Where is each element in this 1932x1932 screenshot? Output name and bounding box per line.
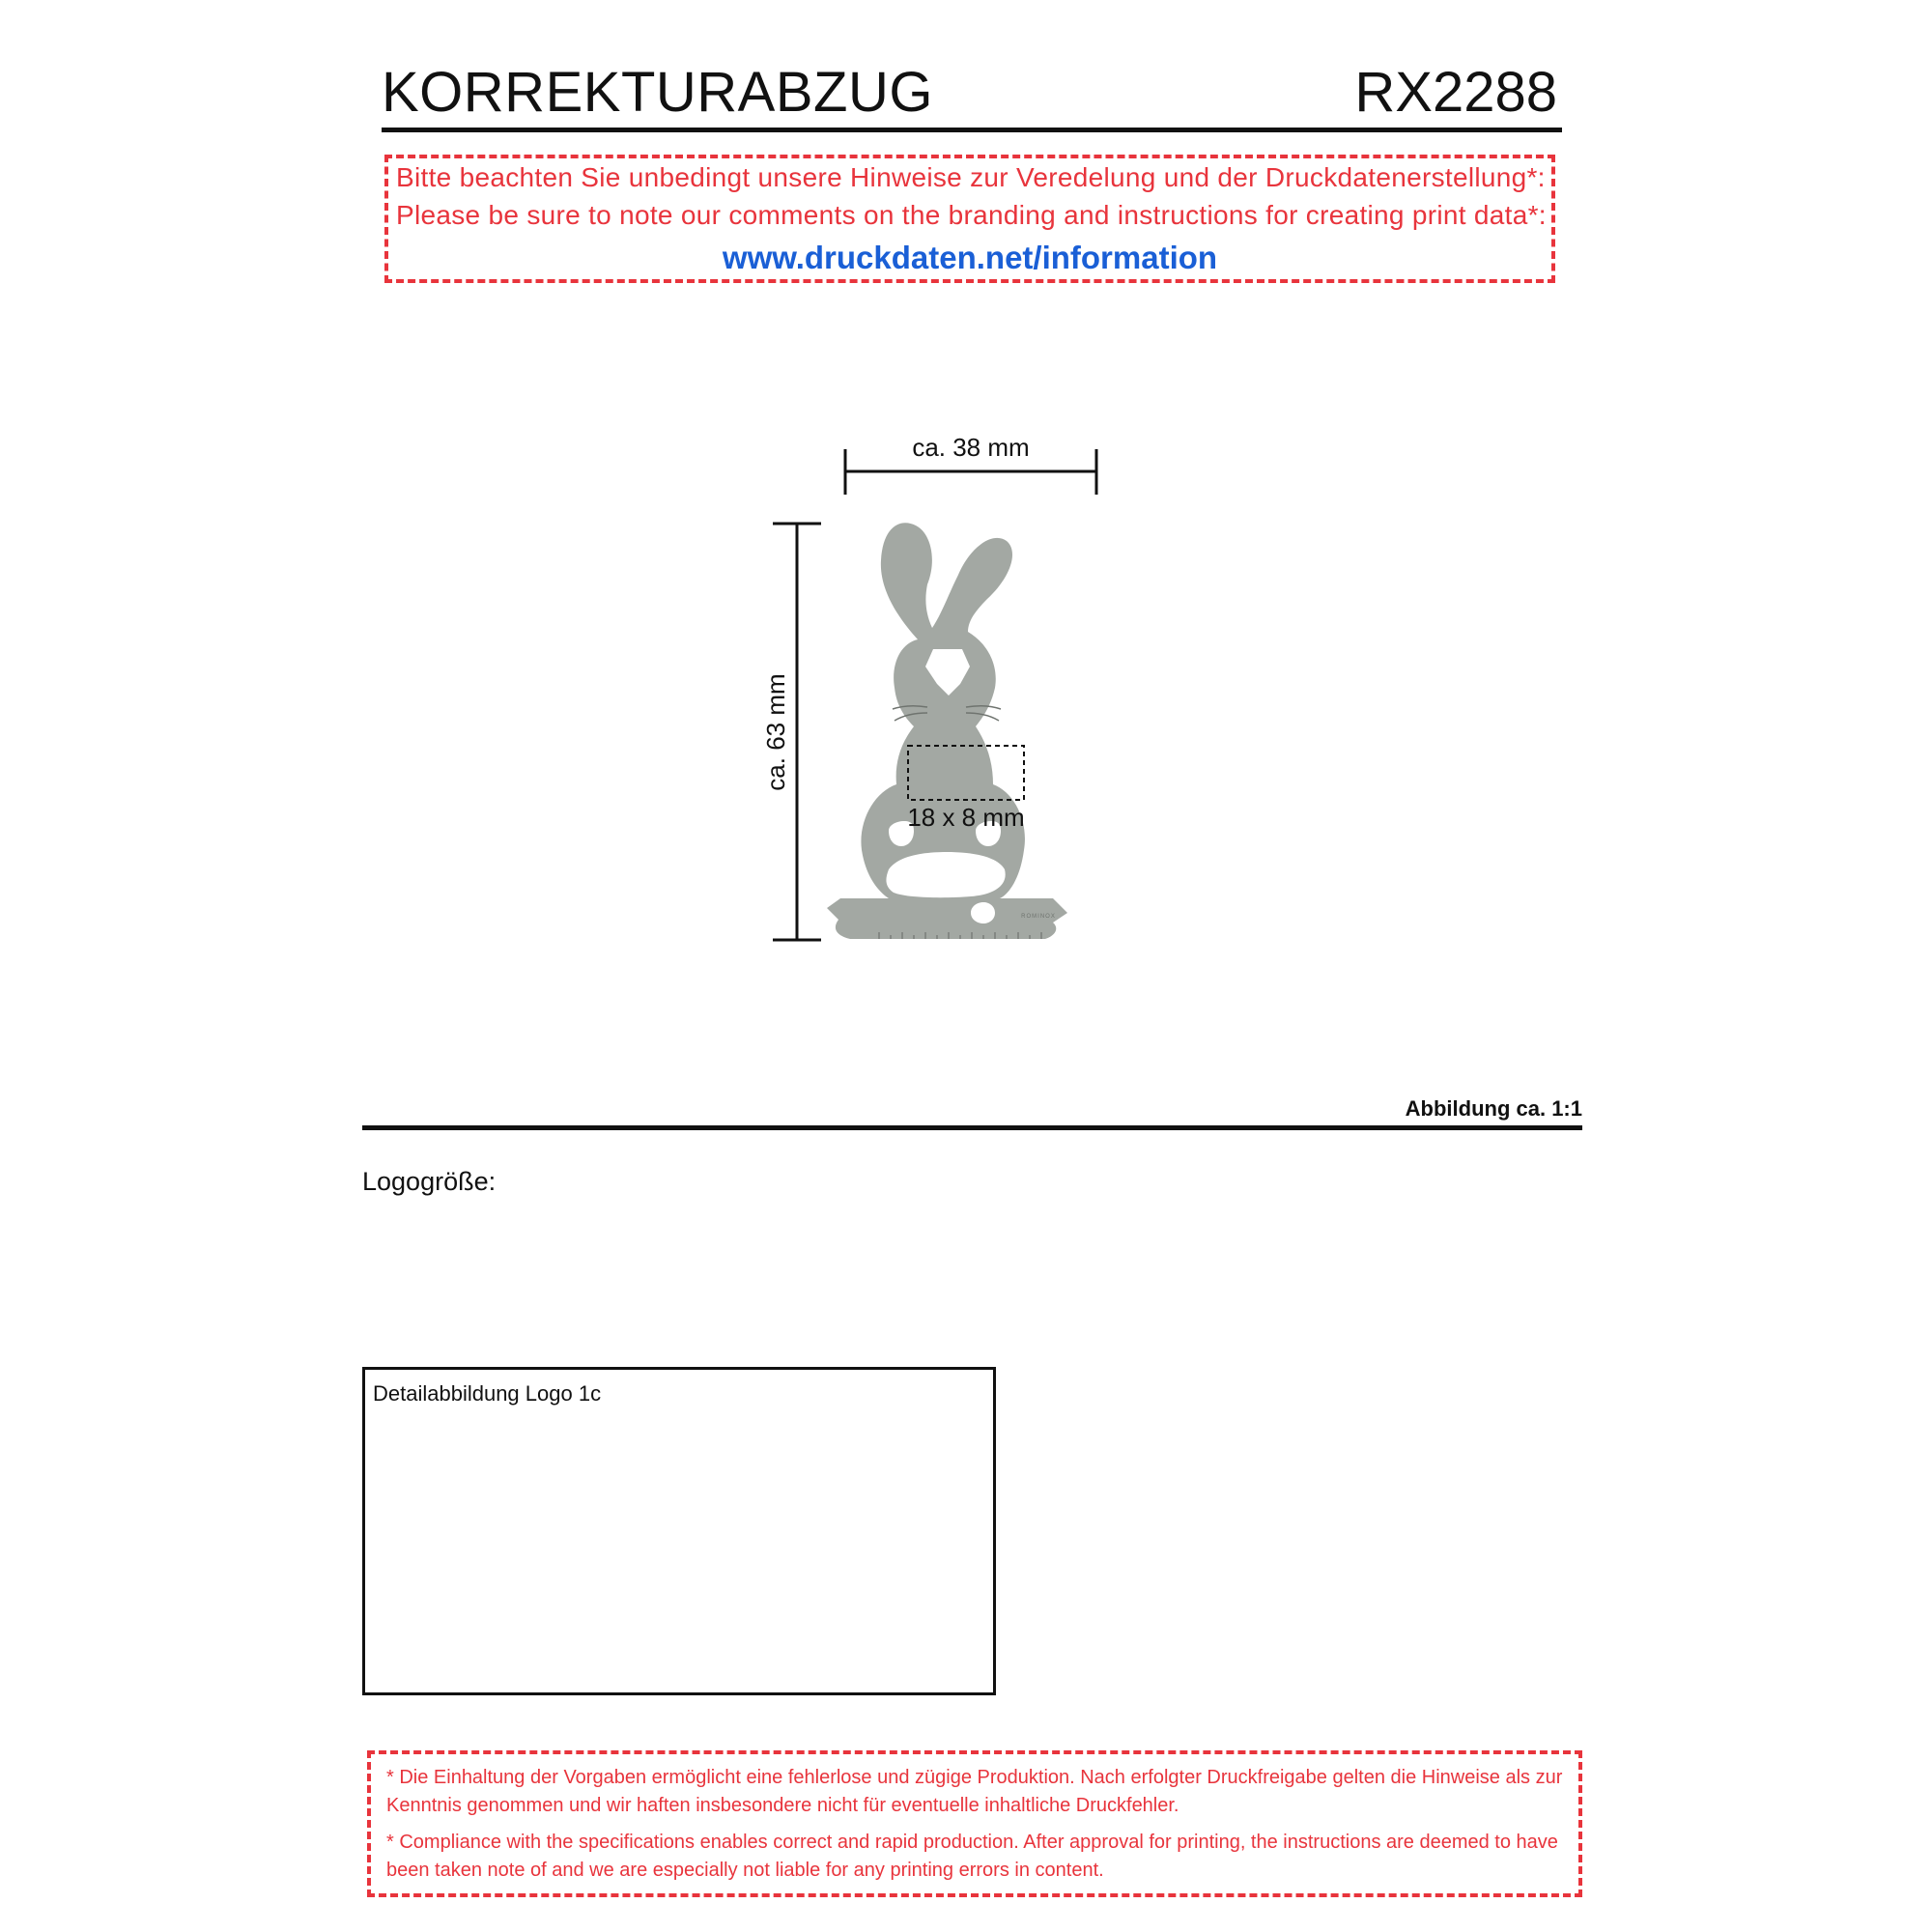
- info-link[interactable]: www.druckdaten.net/information: [722, 240, 1218, 275]
- section-divider: [362, 1125, 1582, 1130]
- logo-detail-box: [362, 1367, 996, 1695]
- product-drawing: [734, 425, 1121, 966]
- title-divider: [382, 128, 1562, 132]
- notice-text-en: Please be sure to note our comments on the branding and instructions for creating print data*:: [396, 200, 1547, 230]
- notice-text-de: Bitte beachten Sie unbedingt unsere Hinweise zur Veredelung und der Druckdatenerstellung*:: [396, 162, 1546, 192]
- print-area-label: 18 x 8 mm: [907, 803, 1025, 832]
- width-label: ca. 38 mm: [912, 433, 1030, 462]
- article-number: RX2288: [1354, 61, 1557, 124]
- height-label: ca. 63 mm: [761, 673, 790, 791]
- logo-size-label: Logogröße:: [362, 1167, 497, 1196]
- scale-note: Abbildung ca. 1:1: [1405, 1096, 1582, 1121]
- footer-text-de: * Die Einhaltung der Vorgaben ermöglicht eine fehlerlose und zügige Produktion. Nach erfolgter Druckfreigabe gelten die Hinweise als zur Kenntnis genommen und wir haften insbesondere nicht für eventuelle inhaltliche Druckfehler.: [386, 1767, 1563, 1816]
- logo-detail-label: Detailabbildung Logo 1c: [373, 1381, 602, 1406]
- footer-text-en: * Compliance with the specifications enables correct and rapid production. After approval for printing, the instructions are deemed to have been taken note of and we are especially not liable for any printing errors in content.: [386, 1832, 1558, 1881]
- bunny-tool-icon: [827, 523, 1067, 939]
- brand-mark: ROMINOX: [1021, 914, 1056, 920]
- page-title: KORREKTURABZUG: [382, 61, 933, 124]
